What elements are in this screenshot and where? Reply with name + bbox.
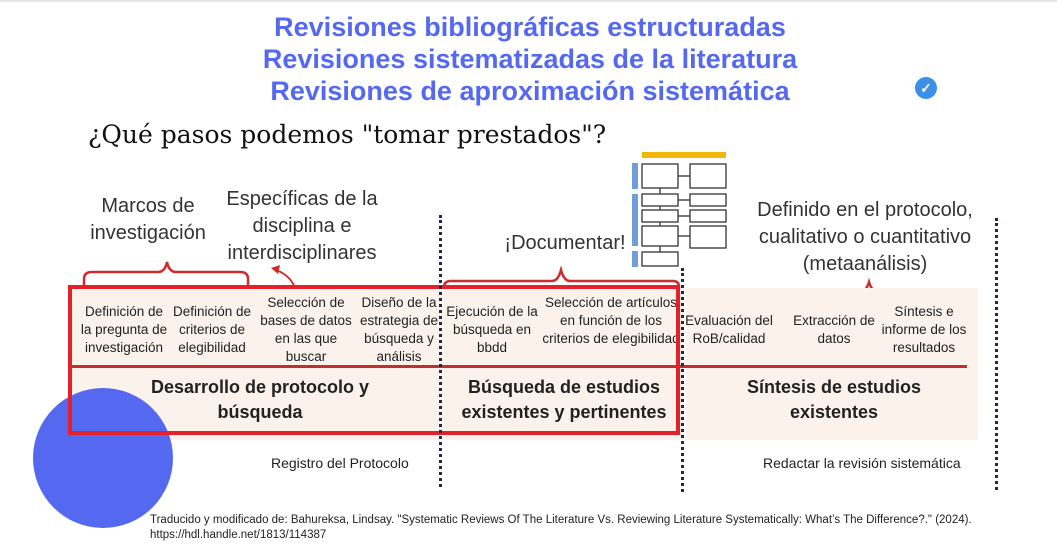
step-extraccion-datos: Extracción de datos [793, 313, 875, 346]
step-criterios-elegibilidad: Definición de criterios de elegibilidad [172, 304, 252, 355]
step-evaluacion-rob: Evaluación del RoB/calidad [685, 313, 773, 346]
phase-sintesis: Síntesis de estudios existentes [746, 377, 922, 422]
marcos-note: Marcos de investigación [90, 195, 206, 244]
title-line-2: Revisiones sistematizadas de la literatura [262, 44, 798, 74]
phase-busqueda: Búsqueda de estudios existentes y pertinentes [461, 377, 667, 422]
question-heading: ¿Qué pasos podemos "tomar prestados"? [88, 120, 607, 149]
especificas-note: Específicas de la disciplina e interdisciplinares [226, 188, 378, 264]
definido-note: Definido en el protocolo, cualitativo o cuantitativo (metaanálisis) [757, 199, 973, 275]
separator-3 [995, 218, 998, 490]
title-line-1: Revisiones bibliográficas estructuradas [274, 12, 786, 42]
step-ejecucion-busqueda: Ejecución de la búsqueda en bbdd [446, 304, 538, 355]
verified-check-icon[interactable]: ✓ [915, 77, 937, 99]
title-line-3: Revisiones de aproximación sistemática [270, 76, 790, 106]
step-seleccion-articulos: Selección de artículos en función de los criterios de elegibilidad [542, 295, 680, 346]
documentar-note: ¡Documentar! [504, 232, 626, 254]
registro-label: Registro del Protocolo [271, 455, 409, 471]
separator-1 [439, 215, 442, 487]
highlight-box [68, 285, 680, 435]
step-definicion-pregunta: Definición de la pregunta de investigación [80, 304, 168, 355]
step-seleccion-bases: Selección de bases de datos en las que buscar [260, 295, 352, 364]
phase-desarrollo: Desarrollo de protocolo y búsqueda [150, 377, 370, 422]
reference-note: Traducido y modificado de: Bahureksa, Lindsay. "Systematic Reviews Of The Literature Vs. Reviewing Literature Systematically: What’s The Difference?." (2024). https://hdl.handle.net/1813/114387 [150, 514, 972, 541]
step-diseno-estrategia: Diseño de la estrategia de búsqueda y análisis [359, 295, 439, 364]
redactar-label: Redactar la revisión sistemática [763, 455, 961, 471]
step-sintesis-informe: Síntesis e informe de los resultados [881, 304, 967, 355]
separator-2 [681, 268, 684, 492]
